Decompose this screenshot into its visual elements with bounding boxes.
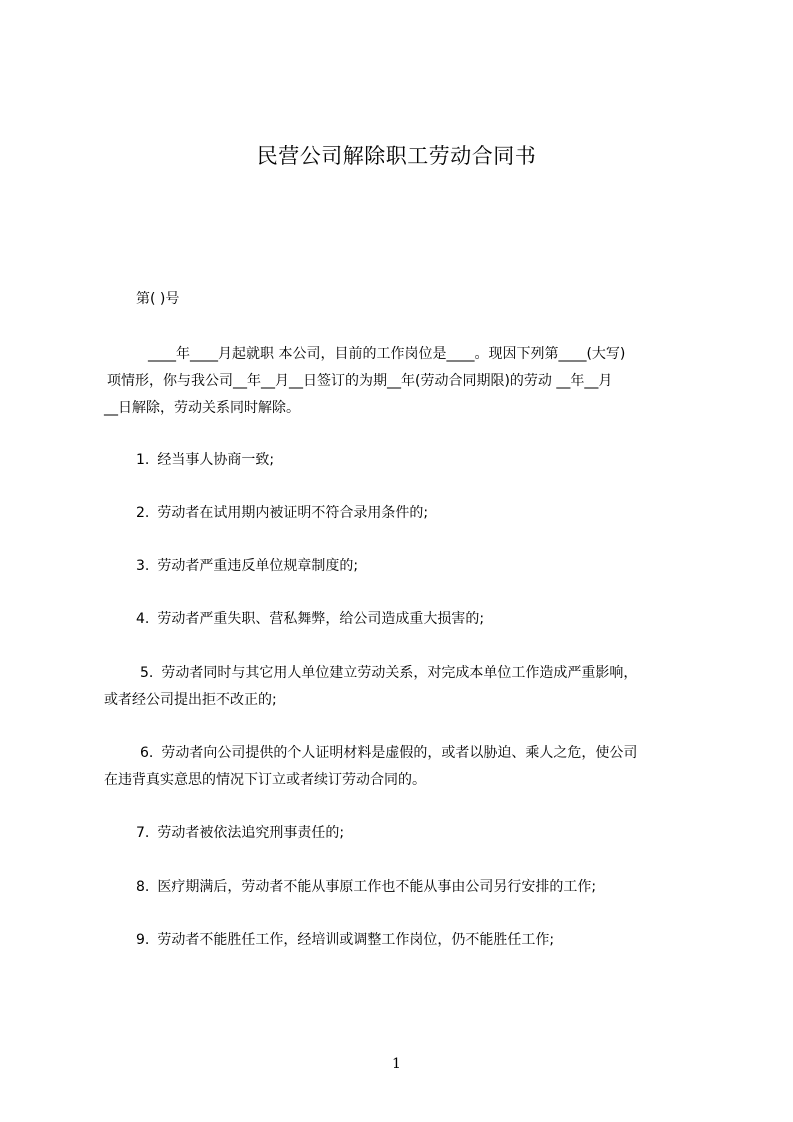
item-number: 9. (136, 932, 150, 948)
item-line (104, 660, 710, 687)
document-title: 民营公司解除职工劳动合同书 (256, 144, 537, 168)
intro-line: 项情形，你与我公司__年__月__日签订的为期__年(劳动合同期限)的劳动 __年__月 (107, 373, 613, 389)
item-number: 2. (136, 505, 150, 521)
list-item (136, 874, 596, 901)
item-line: 或者经公司提出拒不改正的; (104, 692, 277, 708)
item-number: 8. (136, 879, 150, 895)
list-item (136, 553, 358, 580)
item-text: 医疗期满后，劳动者不能从事原工作也不能从事由公司另行安排的工作; (157, 879, 597, 895)
item-text: 劳动者严重违反单位规章制度的; (157, 558, 359, 574)
page-number: 1 (392, 1056, 401, 1072)
item-text: 劳动者不能胜任工作，经培训或调整工作岗位，仍不能胜任工作; (157, 932, 555, 948)
item-number: 3. (136, 558, 150, 574)
intro-line: ____年____月起就职 本公司，目前的工作岗位是____。现因下列第____(大写) (148, 346, 626, 362)
list-item (136, 927, 554, 954)
item-text: 劳动者严重失职、营私舞弊，给公司造成重大损害的; (157, 611, 485, 627)
item-text: 经当事人协商一致; (157, 452, 275, 468)
item-line: 在违背真实意思的情况下订立或者续订劳动合同的。 (104, 772, 426, 788)
item-number: 1. (136, 452, 150, 468)
item-text: 劳动者向公司提供的个人证明材料是虚假的，或者以胁迫、乘人之危，使公司 (161, 745, 638, 761)
list-item (136, 606, 484, 633)
intro-line: __日解除，劳动关系同时解除。 (104, 400, 300, 416)
item-text: 劳动者被依法追究刑事责任的; (157, 825, 345, 841)
item-text: 劳动者同时与其它用人单位建立劳动关系，对完成本单位工作造成严重影响， (161, 665, 638, 681)
item-number: 6. (140, 745, 154, 761)
list-item (104, 740, 710, 794)
list-item (136, 500, 428, 527)
list-item (104, 660, 710, 714)
list-item (136, 820, 344, 847)
number-line: 第( )号 (136, 291, 180, 307)
item-line (104, 740, 710, 767)
item-number: 5. (140, 665, 154, 681)
item-number: 4. (136, 611, 150, 627)
item-text: 劳动者在试用期内被证明不符合录用条件的; (157, 505, 429, 521)
item-number: 7. (136, 825, 150, 841)
list-item (136, 447, 274, 474)
intro-paragraph (104, 341, 710, 422)
